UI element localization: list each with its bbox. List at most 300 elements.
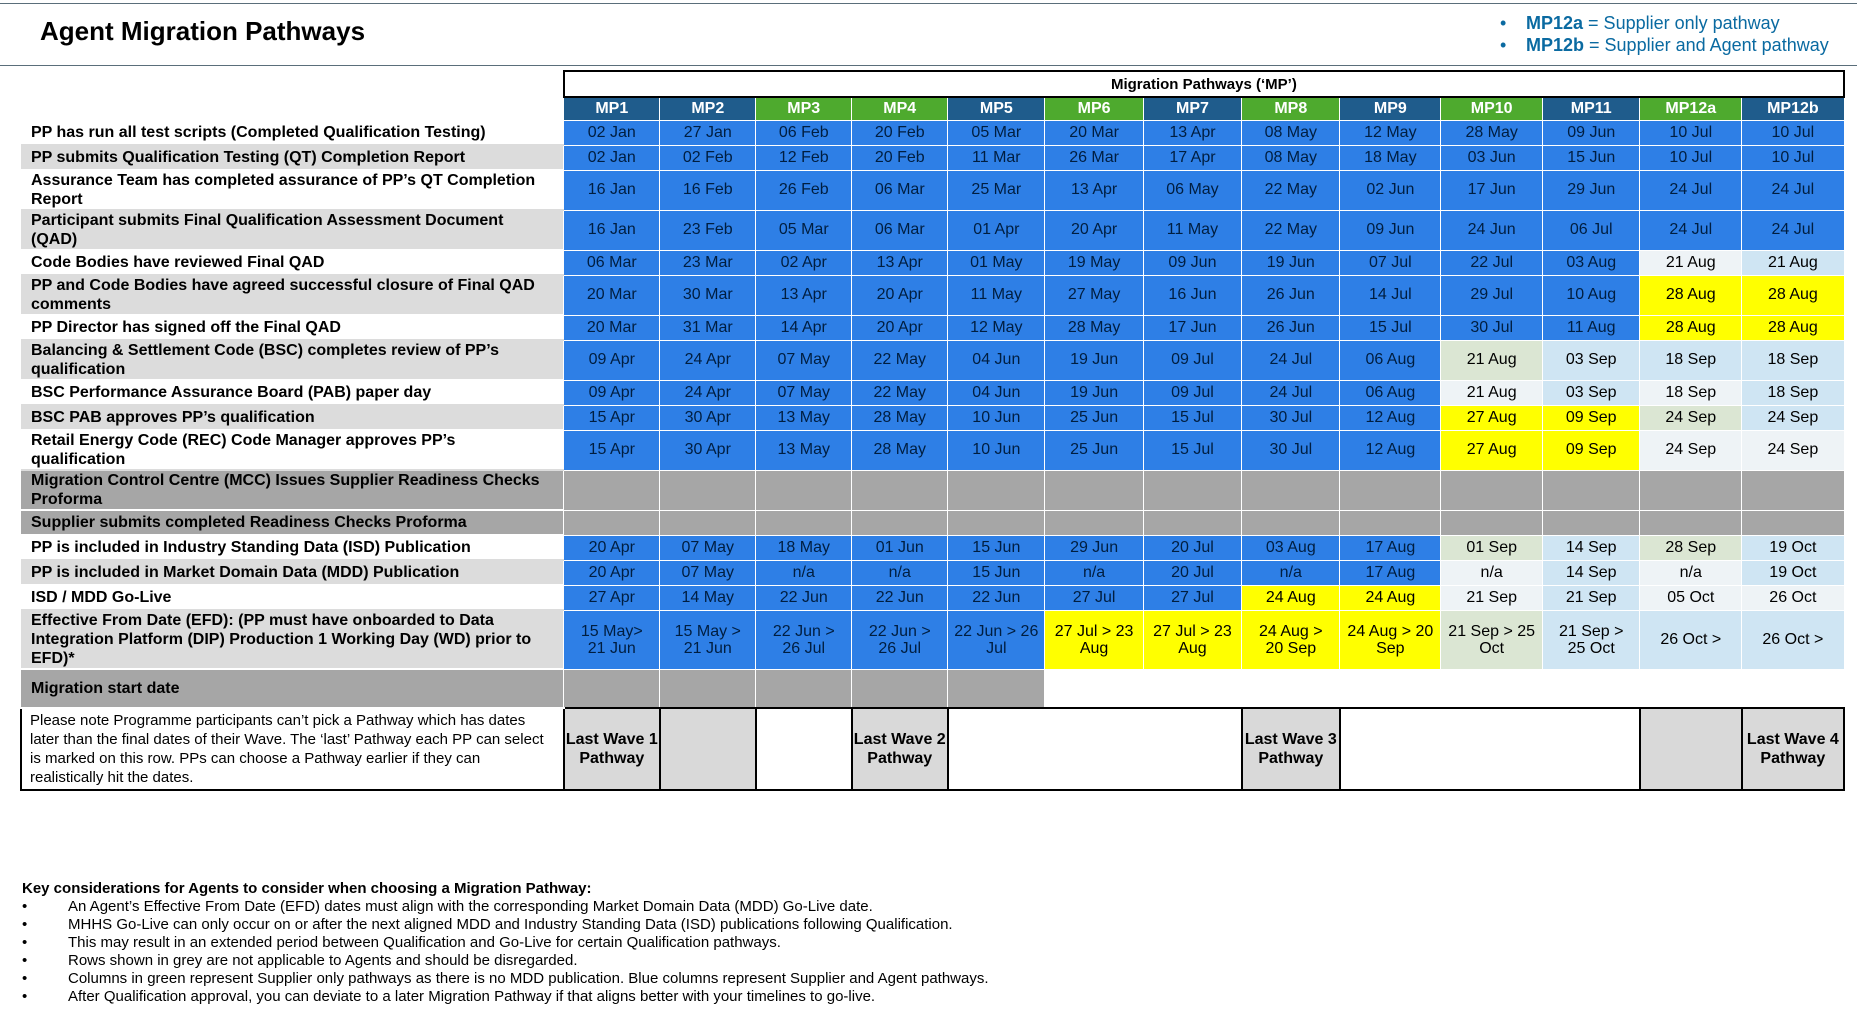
date-cell: 06 Jul [1543,210,1640,250]
date-cell: 24 Jul [1640,170,1742,210]
column-header-mp5: MP5 [948,97,1045,120]
date-cell: 24 Aug > 20 Sep [1340,610,1441,669]
date-cell: 22 Jun [756,585,852,610]
column-header-mp3: MP3 [756,97,852,120]
date-cell: 09 Jun [1543,120,1640,145]
table-row [21,405,1844,430]
column-header-mp8: MP8 [1242,97,1340,120]
date-cell: 19 Jun [1045,340,1143,380]
date-cell: 05 Oct [1640,585,1742,610]
date-cell [1045,510,1143,535]
date-cell: 24 Sep [1742,430,1844,470]
date-cell: 28 May [1045,315,1143,340]
date-cell: 28 Aug [1742,315,1844,340]
date-cell: 28 May [852,405,948,430]
column-header-mp12a: MP12a [1640,97,1742,120]
table-row [21,170,1844,210]
date-cell: 12 May [948,315,1045,340]
date-cell: 20 Feb [852,145,948,170]
date-cell: 13 May [756,430,852,470]
date-cell: 02 Jun [1340,170,1441,210]
date-cell: 09 Sep [1543,405,1640,430]
date-cell: 30 Jul [1441,315,1543,340]
row-label: Supplier submits completed Readiness Checks Proforma [21,510,564,535]
row-label: Assurance Team has completed assurance of PP’s QT Completion Report [21,170,564,210]
date-cell: 03 Sep [1543,380,1640,405]
date-cell: 18 Sep [1640,340,1742,380]
date-cell: 26 Oct > [1742,610,1844,669]
date-cell: 13 Apr [756,275,852,315]
row-label: PP is included in Industry Standing Data (ISD) Publication [21,535,564,560]
date-cell: 27 Aug [1441,405,1543,430]
date-cell: 27 Aug [1441,430,1543,470]
date-cell: 02 Jan [564,145,660,170]
row-label: BSC PAB approves PP’s qualification [21,405,564,430]
column-header-mp12b: MP12b [1742,97,1844,120]
date-cell: 03 Aug [1543,250,1640,275]
key-consideration-item: • Rows shown in grey are not applicable to Agents and should be disregarded. [22,952,1422,970]
date-cell: 11 May [948,275,1045,315]
date-cell: 07 May [756,380,852,405]
date-cell [1742,510,1844,535]
date-cell: 16 Jan [564,210,660,250]
table-row [21,470,1844,510]
last-wave-3-pathway: Last Wave 3 Pathway [1242,708,1340,790]
date-cell: 14 Sep [1543,560,1640,585]
row-label: PP has run all test scripts (Completed Qualification Testing) [21,120,564,145]
date-cell: 14 Sep [1543,535,1640,560]
date-cell: 23 Feb [660,210,756,250]
legend-item: • MP12a = Supplier only pathway [1498,12,1829,34]
date-cell: 22 Jun > 26 Jul [852,610,948,669]
date-cell: 18 Sep [1640,380,1742,405]
date-cell: 20 Jul [1143,560,1241,585]
date-cell: 26 Oct [1742,585,1844,610]
date-cell: 26 Jun [1242,275,1340,315]
date-cell: 24 Sep [1640,430,1742,470]
date-cell: 29 Jun [1045,535,1143,560]
date-cell: 21 Aug [1441,380,1543,405]
date-cell: 19 Oct [1742,535,1844,560]
date-cell [1640,510,1742,535]
date-cell: 24 Apr [660,380,756,405]
date-cell: 31 Mar [660,315,756,340]
date-cell: 24 Jul [1242,340,1340,380]
date-cell [948,669,1045,708]
date-cell: 10 Aug [1543,275,1640,315]
date-cell [1340,669,1441,708]
date-cell: 17 Apr [1143,145,1241,170]
date-cell: 08 May [1242,145,1340,170]
date-cell: 20 Jul [1143,535,1241,560]
column-header-mp6: MP6 [1045,97,1143,120]
date-cell: n/a [852,560,948,585]
date-cell: 24 Jul [1742,170,1844,210]
date-cell [564,510,660,535]
date-cell: 15 Jun [1543,145,1640,170]
date-cell [1143,669,1241,708]
date-cell: 24 Aug [1242,585,1340,610]
date-cell: 03 Sep [1543,340,1640,380]
date-cell: 20 Apr [852,315,948,340]
date-cell [1242,470,1340,510]
date-cell: 24 Jun [1441,210,1543,250]
date-cell: 01 Sep [1441,535,1543,560]
date-cell: 13 May [756,405,852,430]
date-cell: 28 Aug [1742,275,1844,315]
date-cell: 11 Aug [1543,315,1640,340]
table-row [21,669,1844,708]
date-cell [1543,470,1640,510]
last-wave-spacer [660,708,756,790]
row-label: PP is included in Market Domain Data (MDD) Publication [21,560,564,585]
last-wave-spacer [1640,708,1742,790]
table-row [21,340,1844,380]
date-cell: 19 May [1045,250,1143,275]
date-cell: 06 Mar [564,250,660,275]
date-cell: 24 Aug > 20 Sep [1242,610,1340,669]
date-cell: 16 Jun [1143,275,1241,315]
migration-pathways-table [20,70,1845,791]
last-wave-row [21,708,1844,790]
date-cell: 03 Aug [1242,535,1340,560]
date-cell: n/a [1045,560,1143,585]
date-cell: 17 Aug [1340,535,1441,560]
date-cell: 11 Mar [948,145,1045,170]
date-cell: 15 Apr [564,405,660,430]
date-cell: 15 Jul [1143,405,1241,430]
date-cell: 17 Aug [1340,560,1441,585]
date-cell: 15 Jun [948,535,1045,560]
table-row [21,275,1844,315]
date-cell [1242,510,1340,535]
date-cell: 15 Jul [1143,430,1241,470]
row-label: PP and Code Bodies have agreed successful closure of Final QAD comments [21,275,564,315]
column-header-mp7: MP7 [1143,97,1241,120]
column-header-mp4: MP4 [852,97,948,120]
date-cell: 29 Jun [1543,170,1640,210]
date-cell: 19 Jun [1242,250,1340,275]
table-row [21,120,1844,145]
date-cell [1543,669,1640,708]
key-considerations [22,880,1422,1006]
date-cell [660,510,756,535]
migration-pathways-group-header: Migration Pathways (‘MP’) [564,71,1844,97]
date-cell: 10 Jun [948,405,1045,430]
date-cell: 06 Aug [1340,380,1441,405]
date-cell [1045,669,1143,708]
date-cell: 22 May [1242,210,1340,250]
date-cell: 06 Aug [1340,340,1441,380]
row-label: PP submits Qualification Testing (QT) Completion Report [21,145,564,170]
date-cell [852,510,948,535]
top-rule [0,3,1857,4]
date-cell: 20 Apr [564,535,660,560]
date-cell: 07 May [660,535,756,560]
last-wave-2-pathway: Last Wave 2 Pathway [852,708,948,790]
wave-note: Please note Programme participants can’t pick a Pathway which has dates later than the final dates of their Wave. The ‘last’ Pathway each PP can select is marked on this row. PPs can choose a Pathway earlier if they can realistically hit the dates. [21,708,564,790]
table-row [21,315,1844,340]
date-cell [756,669,852,708]
date-cell: 18 May [1340,145,1441,170]
date-cell: 11 May [1143,210,1241,250]
legend [1498,12,1829,56]
date-cell: 30 Jul [1242,405,1340,430]
date-cell: 05 Mar [948,120,1045,145]
date-cell [660,470,756,510]
date-cell: 21 Aug [1640,250,1742,275]
table-row [21,535,1844,560]
row-label: Retail Energy Code (REC) Code Manager approves PP’s qualification [21,430,564,470]
date-cell: 23 Mar [660,250,756,275]
date-cell: 12 Feb [756,145,852,170]
date-cell: 06 Feb [756,120,852,145]
key-consideration-item: • This may result in an extended period between Qualification and Go-Live for certain Qualification pathways. [22,934,1422,952]
date-cell: 14 Apr [756,315,852,340]
date-cell: 15 May > 21 Jun [660,610,756,669]
date-cell: 24 Sep [1640,405,1742,430]
date-cell: 22 May [852,380,948,405]
date-cell [948,510,1045,535]
date-cell: 19 Jun [1045,380,1143,405]
date-cell: 17 Jun [1441,170,1543,210]
key-consideration-item: • MHHS Go-Live can only occur on or after the next aligned MDD and Industry Standing Data (ISD) publications following Qualification. [22,916,1422,934]
date-cell: 21 Aug [1742,250,1844,275]
column-header-mp9: MP9 [1340,97,1441,120]
date-cell: 10 Jun [948,430,1045,470]
date-cell: n/a [1640,560,1742,585]
date-cell: 07 Jul [1340,250,1441,275]
date-cell: 26 Jun [1242,315,1340,340]
date-cell: 09 Jul [1143,380,1241,405]
date-cell: 12 Aug [1340,430,1441,470]
date-cell: 06 May [1143,170,1241,210]
table-row [21,510,1844,535]
date-cell: 30 Mar [660,275,756,315]
date-cell: 29 Jul [1441,275,1543,315]
row-label: Balancing & Settlement Code (BSC) completes review of PP’s qualification [21,340,564,380]
date-cell: 22 Jun > 26 Jul [948,610,1045,669]
date-cell: 20 Mar [564,275,660,315]
date-cell: 07 May [660,560,756,585]
table-row [21,610,1844,669]
date-cell [1543,510,1640,535]
date-cell: 02 Jan [564,120,660,145]
table-corner [21,97,564,120]
key-considerations-list [22,898,1422,1006]
date-cell: 21 Sep > 25 Oct [1543,610,1640,669]
date-cell: 15 Jun [948,560,1045,585]
date-cell: 30 Jul [1242,430,1340,470]
date-cell: n/a [1441,560,1543,585]
date-cell [1143,470,1241,510]
date-cell [1640,470,1742,510]
date-cell: 12 Aug [1340,405,1441,430]
date-cell: 24 Jul [1242,380,1340,405]
date-cell: 10 Jul [1742,145,1844,170]
date-cell [1441,669,1543,708]
date-cell: 02 Apr [756,250,852,275]
date-cell: 20 Mar [564,315,660,340]
date-cell: 22 Jun [852,585,948,610]
page-title: Agent Migration Pathways [40,16,366,46]
date-cell: 21 Sep > 25 Oct [1441,610,1543,669]
date-cell: 14 May [660,585,756,610]
date-cell: 14 Jul [1340,275,1441,315]
date-cell [1742,470,1844,510]
date-cell: 20 Apr [852,275,948,315]
table-row [21,145,1844,170]
date-cell: 22 Jun [948,585,1045,610]
date-cell: 21 Sep [1441,585,1543,610]
row-label: Migration start date [21,669,564,708]
date-cell: 27 May [1045,275,1143,315]
date-cell [564,669,660,708]
date-cell: 30 Apr [660,405,756,430]
date-cell: 03 Jun [1441,145,1543,170]
date-cell: 08 May [1242,120,1340,145]
date-cell: 25 Jun [1045,430,1143,470]
date-cell: 09 Jun [1143,250,1241,275]
last-wave-1-pathway: Last Wave 1 Pathway [564,708,660,790]
date-cell: 15 Jul [1340,315,1441,340]
date-cell: 22 May [1242,170,1340,210]
last-wave-4-pathway: Last Wave 4 Pathway [1742,708,1844,790]
date-cell: 24 Jul [1640,210,1742,250]
date-cell: 16 Feb [660,170,756,210]
key-considerations-heading: Key considerations for Agents to consider when choosing a Migration Pathway: [22,880,592,897]
column-header-mp10: MP10 [1441,97,1543,120]
column-header-mp1: MP1 [564,97,660,120]
date-cell: 06 Mar [852,170,948,210]
table-row [21,560,1844,585]
date-cell: 26 Oct > [1640,610,1742,669]
date-cell: 25 Jun [1045,405,1143,430]
date-cell: 09 Jul [1143,340,1241,380]
date-cell: 18 Sep [1742,380,1844,405]
date-cell [756,510,852,535]
date-cell: 27 Jan [660,120,756,145]
date-cell: 18 May [756,535,852,560]
date-cell: 20 Feb [852,120,948,145]
date-cell: 12 May [1340,120,1441,145]
date-cell: 24 Aug [1340,585,1441,610]
date-cell: 28 May [852,430,948,470]
date-cell: 13 Apr [852,250,948,275]
date-cell: n/a [756,560,852,585]
table-corner [21,71,564,97]
last-wave-spacer [1340,708,1640,790]
date-cell: 28 Aug [1640,315,1742,340]
table-row [21,430,1844,470]
date-cell: 21 Sep [1543,585,1640,610]
date-cell: 07 May [756,340,852,380]
row-label: Code Bodies have reviewed Final QAD [21,250,564,275]
date-cell [564,470,660,510]
column-header-mp11: MP11 [1543,97,1640,120]
date-cell: 15 Apr [564,430,660,470]
date-cell: 26 Mar [1045,145,1143,170]
date-cell: 22 Jun > 26 Jul [756,610,852,669]
date-cell [1143,510,1241,535]
row-label: Migration Control Centre (MCC) Issues Supplier Readiness Checks Proforma [21,470,564,510]
date-cell: 01 Apr [948,210,1045,250]
row-label: Participant submits Final Qualification Assessment Document (QAD) [21,210,564,250]
date-cell: 10 Jul [1640,120,1742,145]
date-cell: 09 Jun [1340,210,1441,250]
row-label: Effective From Date (EFD): (PP must have onboarded to Data Integration Platform (DIP) Production 1 Working Day (WD) prior to EFD)* [21,610,564,669]
date-cell: 25 Mar [948,170,1045,210]
date-cell [1640,669,1742,708]
date-cell: 27 Jul [1143,585,1241,610]
last-wave-spacer [756,708,852,790]
table-row [21,250,1844,275]
date-cell: 28 Aug [1640,275,1742,315]
date-cell [852,669,948,708]
date-cell: 21 Aug [1441,340,1543,380]
legend-item: • MP12b = Supplier and Agent pathway [1498,34,1829,56]
row-label: ISD / MDD Go-Live [21,585,564,610]
date-cell: 26 Feb [756,170,852,210]
row-label: BSC Performance Assurance Board (PAB) paper day [21,380,564,405]
date-cell: 28 Sep [1640,535,1742,560]
date-cell: 15 May> 21 Jun [564,610,660,669]
date-cell: 17 Jun [1143,315,1241,340]
table-row [21,210,1844,250]
date-cell: 13 Apr [1143,120,1241,145]
table-row [21,585,1844,610]
key-consideration-item: • An Agent’s Effective From Date (EFD) dates must align with the corresponding Market Domain Data (MDD) Go-Live date. [22,898,1422,916]
date-cell: 24 Jul [1742,210,1844,250]
date-cell: 24 Sep [1742,405,1844,430]
header-rule [0,65,1857,66]
date-cell: 20 Apr [1045,210,1143,250]
date-cell: 16 Jan [564,170,660,210]
date-cell [1045,470,1143,510]
date-cell: 09 Sep [1543,430,1640,470]
date-cell: 05 Mar [756,210,852,250]
date-cell [660,669,756,708]
date-cell: 10 Jul [1640,145,1742,170]
date-cell: 09 Apr [564,380,660,405]
date-cell: 06 Mar [852,210,948,250]
date-cell [756,470,852,510]
date-cell: 20 Mar [1045,120,1143,145]
last-wave-spacer [948,708,1242,790]
date-cell: n/a [1242,560,1340,585]
date-cell: 19 Oct [1742,560,1844,585]
key-consideration-item: • After Qualification approval, you can deviate to a later Migration Pathway if that aligns better with your timelines to go-live. [22,988,1422,1006]
date-cell: 27 Apr [564,585,660,610]
row-label: PP Director has signed off the Final QAD [21,315,564,340]
date-cell [1340,470,1441,510]
date-cell: 22 May [852,340,948,380]
date-cell: 30 Apr [660,430,756,470]
date-cell [852,470,948,510]
date-cell: 27 Jul > 23 Aug [1045,610,1143,669]
date-cell: 02 Feb [660,145,756,170]
date-cell [1742,669,1844,708]
date-cell [1242,669,1340,708]
key-consideration-item: • Columns in green represent Supplier only pathways as there is no MDD publication. Blue columns represent Supplier and Agent pathways. [22,970,1422,988]
date-cell: 24 Apr [660,340,756,380]
date-cell: 20 Apr [564,560,660,585]
date-cell: 01 May [948,250,1045,275]
column-header-mp2: MP2 [660,97,756,120]
date-cell: 27 Jul > 23 Aug [1143,610,1241,669]
date-cell: 01 Jun [852,535,948,560]
date-cell: 09 Apr [564,340,660,380]
